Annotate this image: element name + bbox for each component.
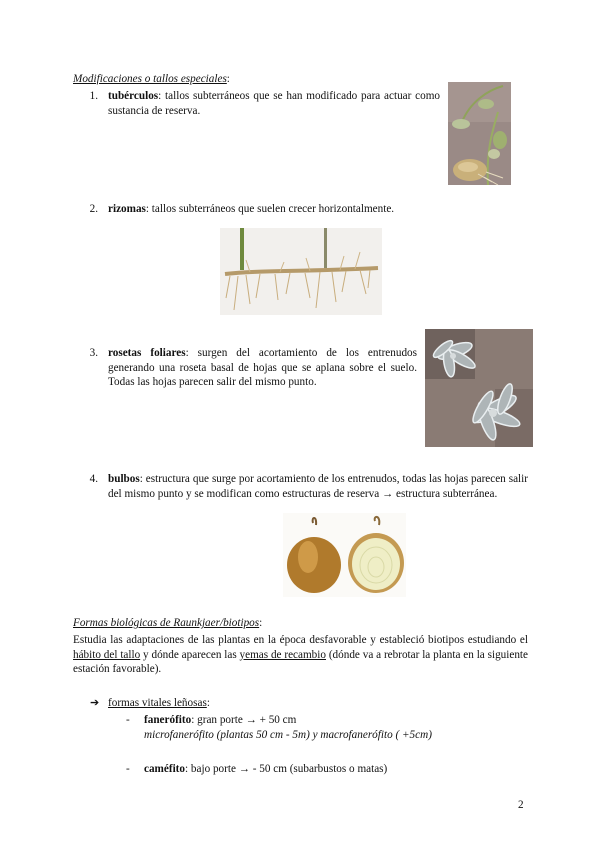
arrow-bullet-icon: ➔ bbox=[90, 697, 100, 709]
list-number: 3. bbox=[89, 347, 98, 359]
list-item-rizomas: rizomas: tallos subterráneos que suelen crecer horizontalmente. bbox=[108, 203, 395, 215]
list-number: 1. bbox=[89, 90, 98, 102]
list-item-tuberculos: tubérculos: tallos subterráneos que se han modificado para actuar como sustancia de reserva. bbox=[108, 90, 440, 117]
section-heading-raunkjaer: Formas biológicas de Raunkjaer/biotipos: bbox=[73, 617, 263, 629]
term-tuberculos: tubérculos bbox=[108, 90, 159, 102]
list-number: 2. bbox=[89, 203, 98, 215]
term-camefito: caméfito bbox=[144, 763, 185, 775]
fanerofito-subtypes: microfanerófito (plantas 50 cm - 5m) y macrofanerófito ( +5cm) bbox=[144, 729, 432, 741]
list-item-bulbos: bulbos: estructura que surge por acortamiento de los entrenudos, todas las hojas parecen salir del mismo punto y se modifican como estructuras de reserva → estructura subterránea. bbox=[108, 473, 528, 500]
roseta-photo bbox=[425, 329, 533, 447]
habito-del-tallo-underlined: hábito del tallo bbox=[73, 648, 141, 661]
yemas-de-recambio-underlined: yemas de recambio bbox=[239, 648, 326, 661]
formas-vitales-label: formas vitales leñosas: bbox=[108, 697, 210, 709]
term-bulbos: bulbos bbox=[108, 473, 140, 485]
bullet-fanerofito: fanerófito: gran porte → + 50 cm bbox=[144, 714, 297, 726]
term-rosetas: rosetas foliares bbox=[108, 347, 186, 359]
page-number: 2 bbox=[518, 799, 524, 811]
rizoma-photo bbox=[220, 228, 382, 315]
list-number: 4. bbox=[89, 473, 98, 485]
dash-bullet: - bbox=[126, 714, 130, 726]
tuberculo-photo bbox=[448, 82, 511, 185]
bulbo-photo bbox=[283, 513, 406, 597]
term-rizomas: rizomas bbox=[108, 203, 146, 215]
dash-bullet: - bbox=[126, 763, 130, 775]
bullet-camefito: caméfito: bajo porte → - 50 cm (subarbustos o matas) bbox=[144, 763, 388, 775]
list-item-rosetas: rosetas foliares: surgen del acortamiento de los entrenudos generando una roseta basal de hojas que se aplana sobre el suelo. Todas las hojas parecen salir del mismo punto. bbox=[108, 347, 418, 389]
section-heading-modificaciones: Modificaciones o tallos especiales: bbox=[73, 73, 230, 85]
term-fanerofito: fanerófito bbox=[144, 714, 192, 726]
raunkjaer-intro-paragraph: Estudia las adaptaciones de las plantas en la época desfavorable y estableció biotipos estudiando el hábito del tallo y dónde aparecen las yemas de recambio (dónde va a rebrotar la planta en la siguiente estación favorable). bbox=[73, 634, 528, 676]
